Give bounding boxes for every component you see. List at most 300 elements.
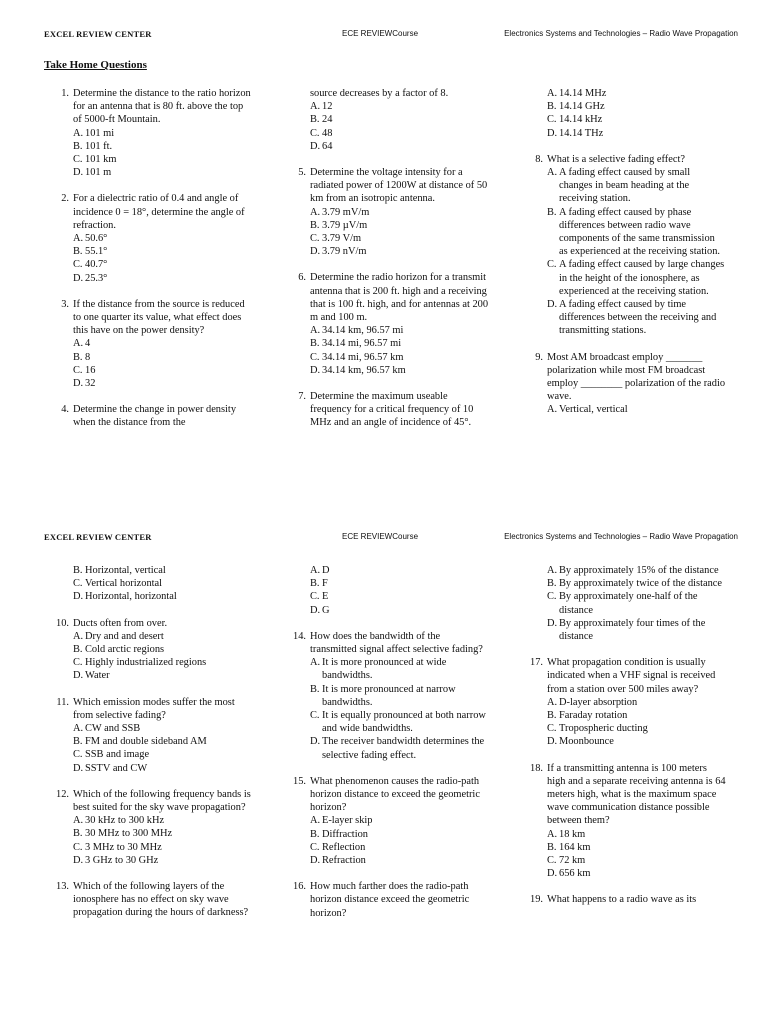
answer-options — [310, 206, 489, 259]
question-stem — [289, 775, 489, 815]
option-text: 101 ft. — [85, 140, 113, 152]
column-3 — [526, 564, 726, 907]
question-item — [526, 762, 726, 881]
option-letter: A. — [547, 696, 558, 708]
question-number: 1. — [61, 88, 69, 99]
spacer — [52, 390, 252, 403]
option-letter: A. — [310, 565, 321, 576]
question-text: What is a selective fading effect? — [547, 153, 685, 165]
answer-option — [310, 219, 489, 232]
option-letter: D. — [310, 140, 321, 152]
column-2 — [289, 87, 489, 430]
answer-option — [73, 577, 252, 590]
answer-option — [547, 166, 726, 206]
option-text: Cold arctic regions — [85, 644, 165, 656]
answer-option — [310, 140, 489, 153]
answer-options — [73, 337, 252, 390]
answer-option — [547, 127, 726, 140]
option-letter: C. — [73, 749, 83, 761]
header-left: EXCEL REVIEW CENTER — [44, 29, 152, 39]
spacer — [289, 377, 489, 390]
option-text: 18 km — [559, 828, 586, 840]
column-1 — [52, 87, 252, 430]
option-letter: C. — [73, 154, 83, 166]
answer-options — [310, 564, 489, 617]
option-letter: A. — [310, 815, 321, 827]
question-text: Which emission modes suffer the most from selective fading? — [73, 696, 235, 721]
option-letter: B. — [310, 338, 320, 350]
answer-option — [73, 748, 252, 761]
answer-option — [73, 140, 252, 153]
option-text: SSB and image — [85, 749, 150, 761]
question-number: 18. — [530, 762, 543, 774]
answer-option — [547, 828, 726, 841]
document-page-1 — [0, 0, 768, 506]
option-letter: A. — [73, 233, 84, 245]
option-text: 101 m — [85, 167, 112, 179]
answer-options — [73, 722, 252, 775]
option-text: Dry and and desert — [85, 630, 164, 642]
column-1 — [52, 564, 252, 920]
question-stem — [526, 351, 726, 404]
option-letter: D. — [310, 364, 321, 376]
answer-option — [310, 841, 489, 854]
option-text: 101 km — [85, 154, 117, 166]
answer-options — [547, 166, 726, 338]
option-letter: D. — [310, 246, 321, 258]
spacer — [526, 749, 726, 762]
option-letter: A. — [547, 88, 558, 99]
answer-options — [73, 127, 252, 180]
question-stem — [52, 880, 252, 920]
spacer — [526, 338, 726, 351]
page-header — [0, 29, 768, 43]
answer-option — [73, 351, 252, 364]
question-number: 9. — [535, 351, 543, 363]
question-number: 11. — [56, 696, 69, 708]
question-number: 16. — [293, 881, 306, 893]
spacer — [52, 683, 252, 696]
option-letter: D. — [310, 736, 321, 748]
answer-option — [73, 153, 252, 166]
question-stem — [289, 271, 489, 324]
option-text: By approximately four times of the distance — [559, 617, 706, 643]
question-text: Most AM broadcast employ _______ polarization while most FM broadcast employ ________ polarization of the radio wave. — [547, 351, 726, 403]
question-continuation — [52, 564, 252, 604]
spacer — [52, 179, 252, 192]
question-stem — [52, 87, 252, 127]
question-text: What happens to a radio wave as its — [547, 894, 697, 906]
option-text: 48 — [322, 127, 333, 139]
option-text: Horizontal, vertical — [85, 565, 166, 576]
option-letter: D. — [73, 272, 84, 284]
question-item — [52, 617, 252, 683]
answer-option — [73, 854, 252, 867]
option-text: 55.1° — [85, 246, 108, 258]
answer-option — [73, 564, 252, 577]
section-title: Take Home Questions — [44, 59, 147, 71]
question-item — [526, 656, 726, 748]
question-item — [289, 390, 489, 430]
option-letter: D. — [73, 854, 84, 866]
question-text: Determine the voltage intensity for a radiated power of 1200W at distance of 50 km from an isotropic antenna. — [310, 167, 488, 205]
question-number: 8. — [535, 153, 543, 165]
option-text: 34.14 mi, 96.57 mi — [322, 338, 402, 350]
spacer — [52, 775, 252, 788]
question-stem — [52, 192, 252, 232]
question-continuation — [526, 564, 726, 643]
question-continuation — [289, 564, 489, 617]
answer-option — [547, 298, 726, 338]
option-letter: B. — [310, 828, 320, 840]
option-text: 25.3° — [85, 272, 108, 284]
option-letter: B. — [73, 644, 83, 656]
option-text: 101 mi — [85, 127, 115, 139]
option-letter: A. — [310, 657, 321, 669]
question-number — [289, 87, 310, 100]
option-text: Highly industrialized regions — [85, 657, 207, 669]
document-page-2 — [0, 520, 768, 1026]
answer-option — [547, 113, 726, 126]
answer-options — [310, 656, 489, 762]
answer-option — [73, 590, 252, 603]
question-text: Determine the radio horizon for a transmit antenna that is 200 ft. high and a receiving that is 100 ft. high, and for antennas at 200 m and 100 m. — [310, 272, 489, 324]
option-letter: D. — [73, 378, 84, 390]
option-letter: A. — [547, 565, 558, 576]
question-item — [289, 775, 489, 867]
option-text: 30 MHz to 300 MHz — [85, 828, 173, 840]
option-letter: D. — [310, 855, 321, 867]
option-letter: B. — [547, 101, 557, 113]
question-text: Ducts often from over. — [73, 617, 168, 629]
question-item — [289, 630, 489, 762]
question-item — [289, 271, 489, 377]
spacer — [52, 604, 252, 617]
option-text: 14.14 MHz — [559, 88, 607, 99]
option-letter: D. — [73, 167, 84, 179]
option-letter: B. — [310, 219, 320, 231]
question-text: What phenomenon causes the radio-path horizon distance to exceed the geometric horizon? — [310, 775, 480, 814]
answer-option — [73, 245, 252, 258]
answer-option — [310, 337, 489, 350]
answer-option — [310, 245, 489, 258]
question-stem — [289, 166, 489, 206]
question-item — [526, 351, 726, 417]
option-letter: B. — [73, 351, 83, 363]
option-letter: C. — [547, 259, 557, 271]
answer-options — [310, 814, 489, 867]
question-text: Which of the following frequency bands is best suited for the sky wave propagation? — [73, 788, 251, 814]
column-3 — [526, 87, 726, 417]
option-text: Diffraction — [322, 828, 368, 840]
question-item — [289, 166, 489, 258]
option-text: 64 — [322, 140, 333, 152]
option-letter: C. — [73, 841, 83, 853]
question-item — [52, 87, 252, 179]
option-letter: A. — [547, 828, 558, 840]
answer-option — [547, 564, 726, 577]
option-text: 34.14 mi, 96.57 km — [322, 351, 404, 363]
answer-option — [73, 656, 252, 669]
answer-option — [73, 722, 252, 735]
answer-option — [73, 814, 252, 827]
answer-option — [547, 87, 726, 100]
spacer — [526, 880, 726, 893]
option-text: Refraction — [322, 855, 366, 867]
page-header — [0, 532, 768, 546]
spacer — [289, 867, 489, 880]
question-number: 15. — [293, 775, 306, 787]
answer-option — [310, 232, 489, 245]
option-letter: A. — [73, 127, 84, 139]
answer-options — [547, 696, 726, 749]
option-text: The receiver bandwidth determines the selective fading effect. — [322, 736, 485, 761]
option-letter: D. — [547, 127, 558, 139]
answer-option — [310, 814, 489, 827]
answer-option — [547, 100, 726, 113]
option-text: 14.14 THz — [559, 127, 604, 139]
option-letter: D. — [547, 299, 558, 311]
option-letter: C. — [310, 351, 320, 363]
answer-option — [73, 735, 252, 748]
question-number: 3. — [61, 298, 69, 310]
option-text: A fading effect caused by small changes in beam heading at the receiving station. — [559, 167, 691, 205]
option-text: Moonbounce — [559, 736, 614, 748]
option-letter: A. — [310, 206, 321, 218]
option-text: Horizontal, horizontal — [85, 591, 177, 603]
option-text: 34.14 km, 96.57 mi — [322, 325, 404, 337]
answer-option — [310, 113, 489, 126]
answer-option — [73, 643, 252, 656]
answer-option — [73, 630, 252, 643]
question-text: Determine the maximum useable frequency for a critical frequency of 10 MHz and an angle of incidence of 45°. — [310, 391, 474, 429]
answer-option — [310, 351, 489, 364]
option-text: Vertical horizontal — [85, 578, 163, 590]
question-text: If the distance from the source is reduced to one quarter its value, what effect does this have on the power density? — [73, 298, 245, 337]
answer-option — [310, 683, 489, 709]
question-item — [52, 192, 252, 284]
question-stem — [52, 696, 252, 722]
option-text: 164 km — [559, 841, 591, 853]
spacer — [526, 643, 726, 656]
answer-options — [547, 564, 726, 643]
option-letter: B. — [547, 710, 557, 722]
option-letter: C. — [310, 710, 320, 722]
question-text: source decreases by a factor of 8. — [310, 88, 449, 99]
option-letter: A. — [310, 101, 321, 113]
header-right: Electronics Systems and Technologies – Radio Wave Propagation — [504, 532, 738, 541]
answer-option — [310, 656, 489, 682]
answer-options — [547, 403, 726, 416]
option-text: 3.79 mV/m — [322, 206, 370, 218]
question-stem — [289, 630, 489, 656]
option-text: A fading effect caused by large changes in the height of the ionosphere, as experienced at the receiving station. — [559, 259, 725, 297]
option-letter: B. — [547, 206, 557, 218]
option-letter: C. — [310, 841, 320, 853]
question-number: 14. — [293, 630, 306, 642]
answer-option — [73, 166, 252, 179]
question-number: 7. — [298, 391, 306, 403]
option-text: 12 — [322, 101, 333, 113]
answer-option — [310, 735, 489, 761]
option-letter: A. — [73, 723, 84, 735]
question-item — [526, 893, 726, 906]
answer-options — [73, 564, 252, 604]
question-stem — [289, 390, 489, 430]
question-stem — [526, 153, 726, 166]
question-number: 4. — [61, 404, 69, 416]
answer-option — [310, 324, 489, 337]
question-stem — [289, 87, 489, 100]
answer-options — [73, 814, 252, 867]
answer-options — [310, 100, 489, 153]
option-text: 30 kHz to 300 kHz — [85, 815, 165, 827]
answer-option — [73, 272, 252, 285]
answer-options — [73, 630, 252, 683]
column-2 — [289, 564, 489, 920]
question-stem — [52, 403, 252, 429]
question-number: 2. — [61, 193, 69, 205]
answer-option — [547, 841, 726, 854]
header-center: ECE REVIEWCourse — [342, 532, 419, 541]
question-number: 17. — [530, 657, 543, 669]
question-text: What propagation condition is usually indicated when a VHF signal is received from a station over 500 miles away? — [547, 657, 716, 695]
option-text: 656 km — [559, 868, 591, 880]
question-number: 13. — [56, 881, 69, 893]
header-center: ECE REVIEWCourse — [342, 29, 419, 38]
answer-option — [547, 258, 726, 298]
option-text: It is more pronounced at narrow bandwidths. — [322, 683, 456, 708]
option-text: By approximately 15% of the distance — [559, 565, 719, 576]
header-right: Electronics Systems and Technologies – Radio Wave Propagation — [504, 29, 738, 38]
option-text: Vertical, vertical — [559, 404, 628, 416]
answer-option — [73, 258, 252, 271]
answer-option — [547, 590, 726, 616]
question-number: 5. — [298, 167, 306, 179]
option-text: 50.6° — [85, 233, 108, 245]
answer-option — [310, 564, 489, 577]
question-stem — [52, 617, 252, 630]
option-letter: B. — [310, 683, 320, 695]
answer-option — [73, 377, 252, 390]
answer-option — [310, 828, 489, 841]
option-text: By approximately one-half of the distance — [559, 591, 698, 616]
option-text: 3 GHz to 30 GHz — [85, 854, 159, 866]
option-letter: C. — [547, 855, 557, 867]
option-text: E — [322, 591, 329, 603]
option-letter: C. — [73, 364, 83, 376]
answer-option — [547, 854, 726, 867]
option-letter: A. — [547, 167, 558, 179]
option-letter: D. — [547, 617, 558, 629]
answer-options — [310, 324, 489, 377]
option-letter: B. — [73, 140, 83, 152]
option-text: E-layer skip — [322, 815, 373, 827]
option-text: D — [322, 565, 330, 576]
option-text: It is more pronounced at wide bandwidths. — [322, 657, 447, 682]
answer-option — [547, 722, 726, 735]
answer-option — [547, 577, 726, 590]
option-text: 4 — [85, 338, 91, 350]
answer-option — [310, 854, 489, 867]
option-letter: C. — [73, 259, 83, 271]
question-text: For a dielectric ratio of 0.4 and angle of incidence 0 = 18°, determine the angle of refraction. — [73, 193, 245, 231]
answer-option — [73, 669, 252, 682]
header-left: EXCEL REVIEW CENTER — [44, 532, 152, 542]
answer-option — [73, 762, 252, 775]
option-text: D-layer absorption — [559, 696, 638, 708]
question-stem — [526, 762, 726, 828]
question-item — [52, 696, 252, 775]
spacer — [526, 140, 726, 153]
option-text: Faraday rotation — [559, 710, 628, 722]
option-letter: B. — [310, 114, 320, 126]
question-text: If a transmitting antenna is 100 meters high and a separate receiving antenna is 64 meters high, what is the maximum space wave communication distance possible between them? — [547, 762, 726, 827]
answer-option — [73, 827, 252, 840]
answer-option — [310, 100, 489, 113]
question-item — [52, 298, 252, 390]
option-text: 3.79 nV/m — [322, 246, 367, 258]
option-text: By approximately twice of the distance — [559, 578, 723, 590]
option-text: Tropospheric ducting — [559, 723, 648, 735]
option-text: G — [322, 604, 330, 616]
option-text: A fading effect caused by time differences between the receiving and transmitting stations. — [559, 299, 717, 337]
option-letter: A. — [73, 630, 84, 642]
option-text: 3.79 µV/m — [322, 219, 368, 231]
question-number: 19. — [530, 894, 543, 906]
option-letter: C. — [547, 114, 557, 126]
option-text: 72 km — [559, 855, 586, 867]
spacer — [52, 285, 252, 298]
option-letter: C. — [547, 723, 557, 735]
option-text: 14.14 GHz — [559, 101, 605, 113]
answer-option — [547, 403, 726, 416]
option-letter: D. — [73, 591, 84, 603]
option-letter: A. — [310, 325, 321, 337]
answer-option — [310, 709, 489, 735]
answer-option — [310, 590, 489, 603]
question-stem — [52, 298, 252, 338]
answer-option — [547, 617, 726, 643]
question-text: How much farther does the radio-path horizon distance exceed the geometric horizon? — [310, 881, 470, 919]
answer-option — [73, 364, 252, 377]
answer-options — [547, 87, 726, 140]
question-text: Determine the distance to the ratio horizon for an antenna that is 80 ft. above the top of 5000-ft Mountain. — [73, 88, 251, 126]
option-letter: C. — [73, 657, 83, 669]
question-item — [289, 880, 489, 920]
option-letter: B. — [73, 565, 83, 576]
option-text: Reflection — [322, 841, 366, 853]
answer-option — [73, 841, 252, 854]
option-letter: C. — [310, 127, 320, 139]
option-text: It is equally pronounced at both narrow and wide bandwidths. — [322, 710, 486, 735]
answer-options — [73, 232, 252, 285]
option-text: 24 — [322, 114, 333, 126]
answer-option — [310, 206, 489, 219]
spacer — [289, 762, 489, 775]
question-number: 10. — [56, 617, 69, 629]
answer-option — [547, 206, 726, 259]
option-letter: B. — [310, 578, 320, 590]
question-item — [52, 403, 252, 429]
answer-options — [547, 828, 726, 881]
answer-option — [547, 735, 726, 748]
option-letter: B. — [547, 841, 557, 853]
spacer — [289, 617, 489, 630]
answer-option — [547, 696, 726, 709]
option-text: A fading effect caused by phase differences between radio wave components of the same transmission as experienced at the receiving station. — [559, 206, 720, 258]
option-letter: C. — [310, 233, 320, 245]
